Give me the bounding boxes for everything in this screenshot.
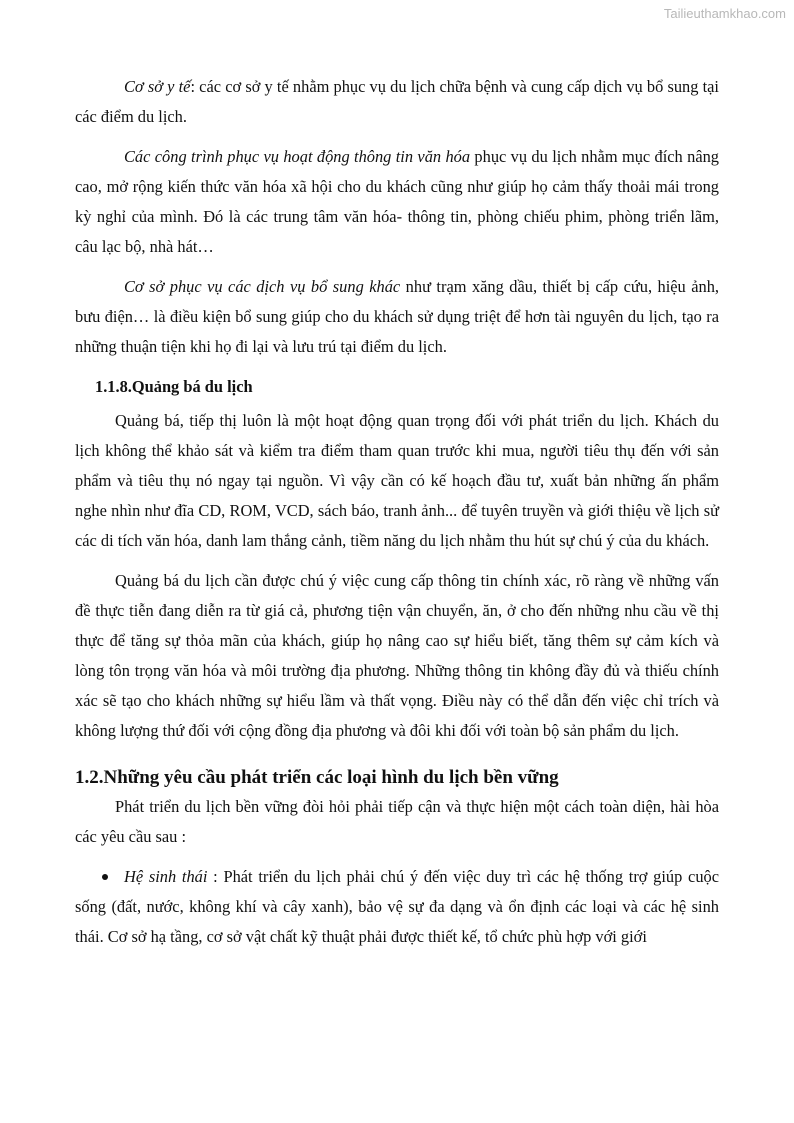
section-heading-12: 1.2.Những yêu cầu phát triển các loại hình du lịch bền vững xyxy=(75,767,559,788)
term-other-services: Cơ sở phục vụ các dịch vụ bổ sung khác xyxy=(124,277,401,296)
term-culture: Các công trình phục vụ hoạt động thông tin văn hóa xyxy=(124,147,471,166)
paragraph-text: phục vụ du lịch nhằm mục đích nâng cao, mở rộng kiến thức văn hóa xã hội cho du khách cũng như giúp họ cảm thấy thoải mái trong kỳ nghỉ của mình. Đó là các trung tâm văn hóa- thông tin, phòng chiếu phim, phòng triển lãm, câu lạc bộ, nhà hát… xyxy=(75,147,719,256)
paragraph-requirements-intro: Phát triển du lịch bền vững đòi hỏi phải tiếp cận và thực hiện một cách toàn diện, hài hòa các yêu cầu sau : xyxy=(75,797,719,846)
paragraph-other-services xyxy=(75,272,719,362)
paragraph-text: như trạm xăng dầu, thiết bị cấp cứu, hiệu ảnh, bưu điện… là điều kiện bổ sung giúp cho du khách sử dụng triệt để hơn tài nguyên du lịch, tạo ra những thuận tiện khi họ đi lại và lưu trú tại điểm du lịch. xyxy=(75,277,719,356)
bullet-dot-icon xyxy=(102,874,108,880)
term-ecosystem: Hệ sinh thái xyxy=(124,867,208,886)
document-page xyxy=(75,72,719,962)
paragraph-promotion-2: Quảng bá du lịch cần được chú ý việc cung cấp thông tin chính xác, rõ ràng về những vấn đề thực tiễn đang diễn ra từ giá cả, phương tiện vận chuyển, ăn, ở cho đến những nhu cầu về thị thực để tăng sự thỏa mãn của khách, giúp họ nâng cao sự hiểu biết, tăng thêm sự cảm kích và lòng tôn trọng văn hóa và môi trường địa phương. Những thông tin không đầy đủ và thiếu chính xác sẽ tạo cho khách những sự hiểu lầm và thất vọng. Điều này có thể dẫn đến việc chỉ trích và không lượng thứ đối với cộng đồng địa phương và đôi khi đối với toàn bộ sản phẩm du lịch. xyxy=(75,571,719,740)
watermark: Tailieuthamkhao.com xyxy=(663,6,786,21)
bullet-text: : Phát triển du lịch phải chú ý đến việc duy trì các hệ thống trợ giúp cuộc sống (đất, nước, không khí và cây xanh), bảo vệ sự đa dạng và ổn định các loại và các hệ sinh thái. Cơ sở hạ tầng, cơ sở vật chất kỹ thuật phải được thiết kế, tổ chức phù hợp với giới xyxy=(75,867,719,946)
bullet-ecosystem xyxy=(75,862,719,952)
paragraph-promotion-1: Quảng bá, tiếp thị luôn là một hoạt động quan trọng đối với phát triển du lịch. Khách du lịch không thể khảo sát và kiểm tra điểm tham quan trước khi mua, người tiêu thụ đến với sản phẩm và tiêu thụ nó ngay tại nguồn. Vì vậy cần có kế hoạch đầu tư, xuất bản những ấn phẩm nghe nhìn như đĩa CD, ROM, VCD, sách báo, tranh ảnh... để tuyên truyền và giới thiệu về lịch sử các di tích văn hóa, danh lam thắng cảnh, tiềm năng du lịch nhằm thu hút sự chú ý của du khách. xyxy=(75,411,719,550)
paragraph-text: : các cơ sở y tế nhằm phục vụ du lịch chữa bệnh và cung cấp dịch vụ bổ sung tại các điểm du lịch. xyxy=(75,77,719,126)
term-health: Cơ sở y tế xyxy=(124,77,191,96)
section-heading-118: 1.1.8.Quảng bá du lịch xyxy=(95,377,253,396)
paragraph-culture-facilities xyxy=(75,142,719,262)
paragraph-health-facilities xyxy=(75,72,719,132)
